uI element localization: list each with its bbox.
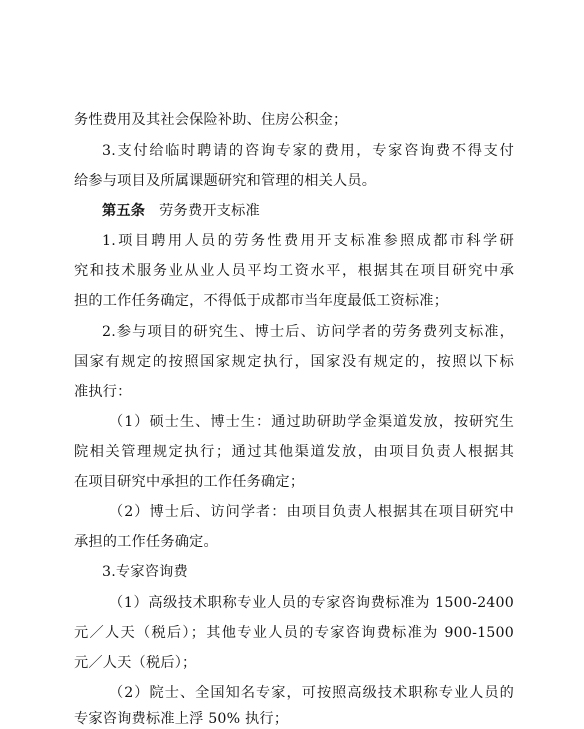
text-line: 元／人天（税后）； xyxy=(74,655,197,671)
text-line: 院相关管理规定执行；通过其他渠道发放，由项目负责人根据其 xyxy=(74,444,514,460)
text-line: 给参与项目及所属课题研究和管理的相关人员。 xyxy=(74,173,377,189)
article-title: 劳务费开支标准 xyxy=(159,203,260,219)
text-line: 承担的工作任务确定。 xyxy=(74,534,218,550)
text-line: 元／人天（税后）；其他专业人员的专家咨询费标准为 900-1500 xyxy=(74,625,514,641)
text-line: （2）院士、全国知名专家，可按照高级技术职称专业人员的 xyxy=(109,685,514,701)
text-line: 准执行： xyxy=(74,384,132,400)
text-line: 究和技术服务业从业人员平均工资水平，根据其在项目研究中承 xyxy=(74,263,514,279)
text-line: 担的工作任务确定，不得低于成都市当年度最低工资标准； xyxy=(74,293,449,309)
article-number: 第五条 xyxy=(102,203,146,219)
article-heading xyxy=(102,201,514,221)
text-line: 专家咨询费标准上浮 50% 执行； xyxy=(74,711,289,727)
text-line: 3.支付给临时聘请的咨询专家的费用，专家咨询费不得支付 xyxy=(102,143,514,159)
text-line: 3.专家咨询费 xyxy=(102,564,188,580)
text-line: 务性费用及其社会保险补助、住房公积金； xyxy=(74,112,348,128)
text-line: 国家有规定的按照国家规定执行，国家没有规定的，按照以下标 xyxy=(74,354,514,370)
text-line: （1）高级技术职称专业人员的专家咨询费标准为 1500-2400 xyxy=(109,595,514,611)
text-line: 在项目研究中承担的工作任务确定； xyxy=(74,474,305,490)
text-line: （2）博士后、访问学者：由项目负责人根据其在项目研究中 xyxy=(109,504,514,520)
text-line: （1）硕士生、博士生：通过助研助学金渠道发放，按研究生 xyxy=(109,414,514,430)
text-line: 2.参与项目的研究生、博士后、访问学者的劳务费列支标准， xyxy=(102,324,514,340)
text-line: 1.项目聘用人员的劳务性费用开支标准参照成都市科学研 xyxy=(102,233,514,249)
